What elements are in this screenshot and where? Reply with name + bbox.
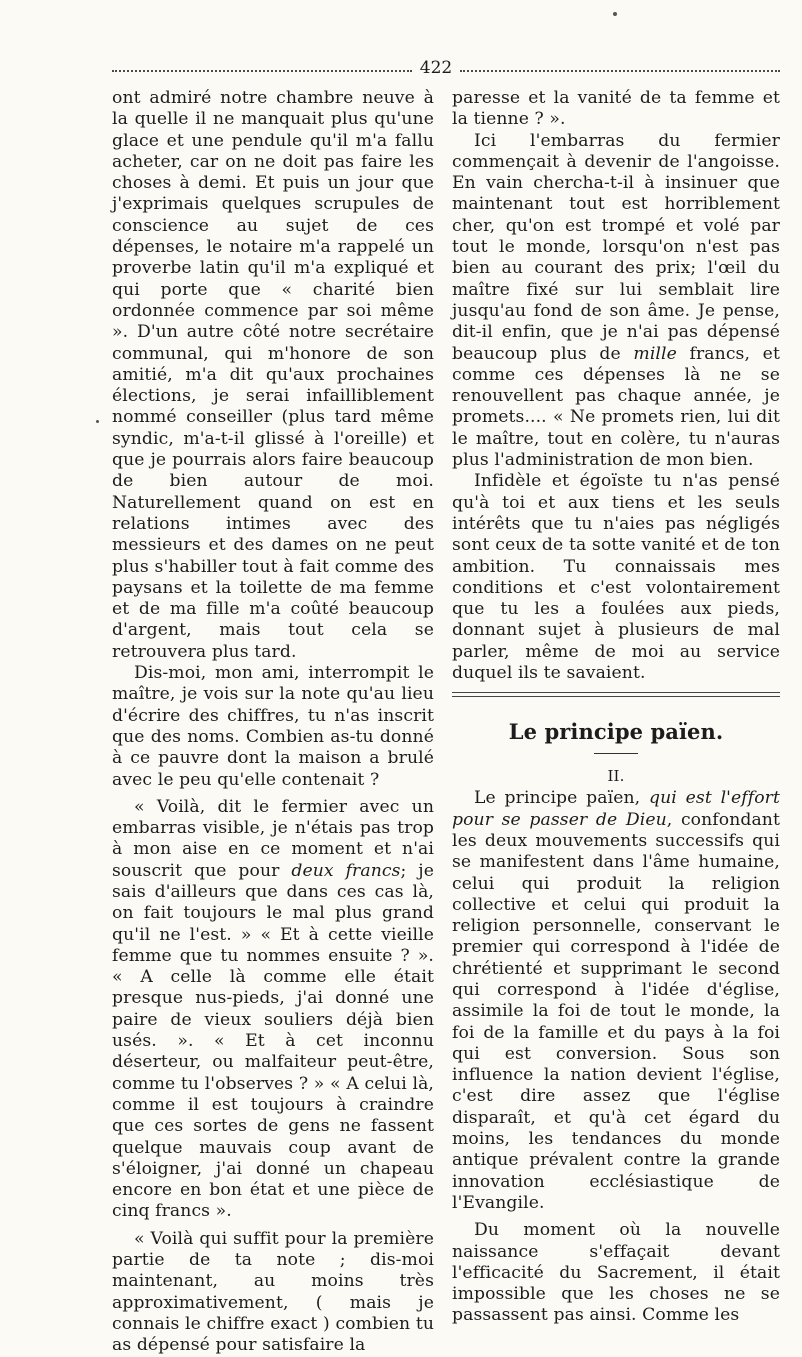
paragraph-left-3 (112, 797, 434, 1223)
emphasis-mille: mille (633, 343, 677, 364)
paragraph-left-3-end: ; je sais d'ailleurs que dans ces cas là, on fait toujours le mal plus grand qu'il ne l'est. » « Et à cette vieille femme que tu nommes ensuite ? ». « A celle là comme elle était presque nus-pieds, j'ai donné une paire de vieux souliers déjà bien usés. ». « Et à cet inconnu déserteur, ou malfaiteur peut-être, comme tu l'observes ? » « A celui là, comme il est toujours à craindre que ces sortes de gens ne fassent quelque mauvais coup avant de s'éloigner, j'ai donné un chapeau encore en bon état et une pièce de cinq francs ». (112, 860, 435, 1222)
paragraph-right-4-start: Le principe païen, (474, 788, 641, 809)
paragraph-right-3: Infidèle et égoïste tu n'as pensé qu'à toi et aux tiens et les seuls intérêts que tu n'aies pas négligés sont ceux de ta sotte vanité et de ton ambition. Tu connaissais mes conditions et c'est volontairement que tu les a foulées aux pieds, donnant sujet à plusieurs de mal parler, même de moi au service duquel ils te savaient. (452, 471, 780, 684)
ink-speck (613, 12, 617, 16)
page-number: 422 (419, 58, 453, 78)
title-short-rule (594, 753, 638, 754)
paragraph-left-2: Dis-moi, mon ami, interrompit le maître, je vois sur la note qu'au lieu d'écrire des chiffres, tu n'as inscrit que des noms. Combien as-tu donné à ce pauvre dont la maison a brulé avec le peu qu'elle contenait ? (112, 663, 434, 790)
paragraph-right-4-end: , confondant les deux mouvements successifs qui se manifestent dans l'âme humaine, celui qui produit la religion collective et celui qui produit la religion personnelle, conservant le premier qui correspond à l'idée de chrétienté et supprimant le second qui correspond à l'idée d'église, assimile la foi de tout le monde, la foi de la famille et du pays à la foi qui est conversion. Sous son influence la nation devient l'église, c'est dire assez que l'église disparaît, et qu'à cet égard du moins, les tendances du monde antique prévalent contre la grande innovation ecclésiastique de l'Evangile. (452, 809, 780, 1213)
paragraph-left-1: ont admiré notre chambre neuve à la quelle il ne manquait plus qu'une glace et une pendule qu'il m'a fallu acheter, car on ne doit pas faire les choses à demi. Et puis un jour que j'exprimais quelques scrupules de conscience au sujet de ces dépenses, le notaire m'a rappelé un proverbe latin qu'il m'a expliqué et qui porte que « charité bien ordonnée commence par soi même ». D'un autre côté notre secrétaire communal, qui m'honore de son amitié, m'a dit qu'aux prochaines élections, je serai infailliblement nommé conseiller (plus tard même syndic, m'a-t-il glissé à l'oreille) et que je pourrais alors faire beaucoup de bien autour de moi. Naturellement quand on est en relations intimes avec des messieurs et des dames on ne peut plus s'habiller tout à fait comme des paysans et la toilette de ma femme et de ma fille m'a coûté beaucoup d'argent, mais tout cela se retrouvera plus tard. (112, 88, 434, 662)
paragraph-right-2-start: Ici l'embarras du fermier commençait à devenir de l'angoisse. En vain chercha-t-il à insinuer que maintenant tout est horriblement cher, qu'on est trompé et volé par tout le monde, lorsqu'on n'est pas bien au courant des prix; l'œil du maître fixé sur lui semblait lire jusqu'au fond de son âme. Je pense, dit-il enfin, que je n'ai pas dépensé beaucoup plus de (452, 130, 780, 364)
header-rule-left (112, 70, 412, 72)
paragraph-right-4 (452, 788, 780, 1214)
header-rule-right (460, 70, 780, 72)
page-header (112, 58, 780, 78)
paragraph-right-2-end: francs, et comme ces dépenses là ne se renouvellent pas chaque année, je promets.... « Ne promets rien, lui dit le maître, tout en colère, tu n'auras plus l'administration de mon bien. (452, 343, 780, 471)
paragraph-left-3-start: « Voilà, dit le fermier avec un embarras visible, je n'étais pas trop à mon aise en ce moment et n'ai souscrit que pour (112, 796, 434, 881)
paragraph-right-2 (452, 131, 780, 472)
section-number: II. (607, 767, 625, 786)
section-separator (452, 692, 780, 697)
left-column (112, 88, 434, 1357)
emphasis-deux-francs: deux francs (291, 860, 401, 881)
paragraph-left-4: « Voilà qui suffit pour la première partie de ta note ; dis-moi maintenant, au moins très approximativement, ( mais je connais le chiffre exact ) combien tu as dépensé pour satisfaire la (112, 1228, 434, 1356)
right-column (452, 88, 780, 1327)
section-title: Le principe païen. (508, 719, 724, 745)
ink-speck (96, 420, 99, 423)
paragraph-right-5: Du moment où la nouvelle naissance s'effaçait devant l'efficacité du Sacrement, il était impossible que les choses ne se passassent pas ainsi. Comme les (452, 1220, 780, 1326)
emphasis-effort: qui est l'effort pour se passer de Dieu (452, 788, 780, 830)
paragraph-right-1: paresse et la vanité de ta femme et la tienne ? ». (452, 88, 780, 130)
